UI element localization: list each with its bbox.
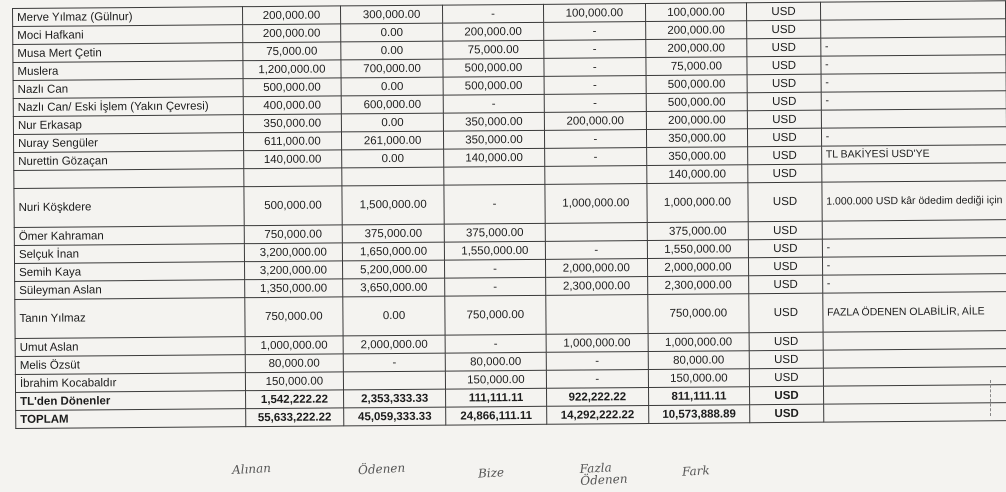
cell-note: [822, 220, 1006, 239]
cell-c2: 300,000.00: [341, 5, 443, 24]
cell-c4: 1,000,000.00: [546, 334, 648, 353]
cell-name: Umut Aslan: [15, 337, 245, 357]
cell-c5: 350,000.00: [646, 147, 748, 166]
cell-c4: -: [546, 370, 648, 389]
cell-c1: [243, 168, 342, 187]
cell-note: [823, 367, 1006, 386]
cell-name: Süleyman Aslan: [15, 280, 245, 300]
cell-note: FAZLA ÖDENEN OLABİLİR, AİLE: [822, 292, 1006, 332]
cell-c1: 1,542,222.22: [245, 390, 344, 409]
cell-note: TL BAKİYESİ USD'YE: [821, 145, 1006, 164]
cell-note: [823, 403, 1006, 422]
cell-name: Muslera: [13, 61, 243, 81]
cell-cur: USD: [750, 368, 824, 387]
cell-name: İbrahim Kocabaldır: [15, 373, 245, 393]
cell-c2: [344, 371, 446, 390]
cell-c1: 3,200,000.00: [244, 261, 343, 280]
cell-name: Musa Mert Çetin: [13, 43, 243, 63]
cell-name: Nurettin Gözaçan: [14, 151, 244, 171]
cell-c5: 350,000.00: [646, 129, 748, 148]
cell-c2: 2,000,000.00: [343, 335, 445, 354]
cell-cur: USD: [749, 332, 823, 351]
cell-c5: 1,550,000.00: [647, 240, 749, 259]
cell-c3: -: [445, 277, 546, 296]
cell-cur: USD: [750, 386, 824, 405]
cell-c5: 200,000.00: [645, 21, 747, 40]
cell-cur: USD: [750, 404, 824, 423]
cell-cur: USD: [748, 110, 822, 129]
cell-cur: USD: [747, 2, 821, 21]
cell-c3: 350,000.00: [443, 130, 544, 149]
cell-cur: USD: [748, 146, 822, 165]
cell-c1: 400,000.00: [243, 96, 342, 115]
cell-name: Tanın Yılmaz: [15, 298, 245, 339]
cell-c1: 350,000.00: [243, 114, 342, 133]
cell-cur: USD: [748, 164, 822, 183]
cell-c4: 922,222.22: [546, 388, 648, 407]
cell-c2: 1,650,000.00: [343, 242, 445, 261]
cell-cur: USD: [747, 56, 821, 75]
cell-c1: 1,350,000.00: [244, 279, 343, 298]
cell-c3: 150,000.00: [445, 370, 546, 389]
cell-c4: -: [544, 76, 646, 95]
cell-c1: 200,000.00: [242, 6, 341, 25]
handwritten-label-odenen: Ödenen: [357, 460, 406, 478]
cell-note: -: [822, 274, 1006, 293]
cell-c1: 140,000.00: [243, 150, 342, 169]
cell-c2: [342, 167, 444, 186]
cell-note: -: [821, 127, 1006, 146]
cell-c4: -: [545, 148, 647, 167]
cell-note: [821, 163, 1006, 182]
cell-c3: 200,000.00: [443, 22, 544, 41]
cell-name: Melis Özsüt: [15, 355, 245, 375]
cell-c3: -: [443, 94, 544, 113]
cell-c5: 750,000.00: [647, 294, 749, 334]
cell-c2: 700,000.00: [341, 59, 443, 78]
cell-c1: 1,000,000.00: [245, 336, 344, 355]
cell-cur: USD: [747, 92, 821, 111]
cell-c4: 100,000.00: [543, 4, 645, 23]
cell-c5: 1,000,000.00: [648, 333, 750, 352]
cell-c1: 3,200,000.00: [244, 243, 343, 262]
cell-c1: 500,000.00: [243, 78, 342, 97]
cell-cur: USD: [747, 74, 821, 93]
cell-c2: 2,353,333.33: [344, 389, 446, 408]
cell-c2: 261,000.00: [342, 131, 444, 150]
cell-c3: 750,000.00: [445, 295, 546, 335]
cell-c5: 500,000.00: [646, 93, 748, 112]
cell-c3: 1,550,000.00: [444, 241, 545, 260]
cell-cur: USD: [748, 128, 822, 147]
cell-c5: 100,000.00: [645, 3, 747, 22]
cell-c4: -: [544, 22, 646, 41]
cell-note: [820, 1, 1005, 20]
cell-c5: 200,000.00: [645, 39, 747, 58]
cell-c1: 500,000.00: [243, 186, 342, 226]
cell-c4: 2,300,000.00: [546, 277, 648, 296]
cell-c4: -: [546, 352, 648, 371]
ledger-table: [12, 0, 1006, 429]
cell-c5: 200,000.00: [646, 111, 748, 130]
cell-c4: 1,000,000.00: [545, 184, 647, 224]
cell-c2: 0.00: [342, 149, 444, 168]
cell-c5: 375,000.00: [647, 222, 749, 241]
cell-c5: 80,000.00: [648, 351, 750, 370]
cell-name: Nuri Köşkdere: [14, 187, 244, 228]
cell-c3: 375,000.00: [444, 223, 545, 242]
handwritten-label-fazla-odenen: Fazla Ödenen: [579, 460, 628, 489]
cell-name: Nuray Sengüler: [13, 133, 243, 153]
cell-cur: USD: [749, 350, 823, 369]
cell-note: -: [821, 55, 1006, 74]
cell-note: [820, 19, 1005, 38]
cell-c3: 80,000.00: [445, 352, 546, 371]
cell-name: Ömer Kahraman: [14, 226, 244, 246]
cell-c4: -: [544, 58, 646, 77]
cell-note: 1.000.000 USD kâr ödedim dediği için: [822, 181, 1006, 221]
cell-name: Semih Kaya: [15, 262, 245, 282]
cell-c4: [545, 166, 647, 185]
cell-c5: 1,000,000.00: [647, 183, 749, 223]
cell-c5: 10,573,888.89: [648, 405, 750, 424]
cell-note: [823, 349, 1006, 368]
cell-c2: 0.00: [342, 113, 444, 132]
cell-c1: 750,000.00: [244, 225, 343, 244]
cell-cur: USD: [748, 182, 822, 222]
cell-name: [14, 169, 244, 189]
cell-name: Nazlı Can: [13, 79, 243, 99]
cell-c1: 750,000.00: [244, 297, 343, 337]
cell-c1: 611,000.00: [243, 132, 342, 151]
cell-name: Moci Hafkani: [13, 25, 243, 45]
cell-c4: 14,292,222.22: [547, 406, 649, 425]
cell-note: -: [822, 256, 1006, 275]
handwritten-label-fark: Fark: [681, 463, 711, 479]
cell-c2: 600,000.00: [341, 95, 443, 114]
cell-c2: 3,650,000.00: [343, 278, 445, 297]
cell-name: TL'den Dönenler: [16, 391, 246, 411]
cell-c2: 0.00: [341, 41, 443, 60]
cell-c4: -: [544, 94, 646, 113]
cell-c3: 350,000.00: [443, 112, 544, 131]
cell-c2: 45,059,333.33: [344, 407, 446, 426]
cell-c3: 75,000.00: [443, 40, 544, 59]
cell-c2: 0.00: [341, 23, 443, 42]
cell-c1: 75,000.00: [242, 42, 341, 61]
cell-c3: 500,000.00: [443, 76, 544, 95]
cell-c4: 2,000,000.00: [545, 259, 647, 278]
cell-c3: -: [444, 259, 545, 278]
cell-cur: USD: [747, 38, 821, 57]
cell-c3: -: [445, 334, 546, 353]
cell-note: [823, 331, 1006, 350]
cell-c3: 111,111.11: [445, 388, 546, 407]
cell-cur: USD: [749, 275, 823, 294]
cell-note: [823, 385, 1006, 404]
cell-c1: 200,000.00: [242, 24, 341, 43]
cell-c1: 80,000.00: [245, 354, 344, 373]
cell-c4: -: [545, 241, 647, 260]
cell-note: -: [820, 37, 1005, 56]
cell-note: -: [821, 91, 1006, 110]
cell-c5: 75,000.00: [646, 57, 748, 76]
cell-c5: 140,000.00: [646, 165, 748, 184]
cell-c4: [546, 295, 648, 335]
cell-cur: USD: [747, 20, 821, 39]
cell-c2: 0.00: [343, 296, 445, 336]
cell-note: [821, 109, 1006, 128]
cell-c2: 0.00: [341, 77, 443, 96]
cell-c5: 2,000,000.00: [647, 258, 749, 277]
cell-name: Selçuk İnan: [14, 244, 244, 264]
cell-c5: 811,111.11: [648, 387, 750, 406]
cell-c3: 500,000.00: [443, 58, 544, 77]
cell-c3: [444, 166, 545, 185]
cell-cur: USD: [749, 293, 823, 333]
cell-c1: 1,200,000.00: [242, 60, 341, 79]
cell-c2: -: [343, 353, 445, 372]
handwritten-label-bize: Bize: [477, 465, 505, 481]
cell-c3: -: [444, 184, 545, 224]
cell-c2: 375,000.00: [342, 224, 444, 243]
cell-c4: [545, 223, 647, 242]
cell-c5: 2,300,000.00: [647, 276, 749, 295]
cell-c3: -: [442, 4, 543, 23]
cell-name: Merve Yılmaz (Gülnur): [13, 7, 243, 27]
margin-mark: [990, 380, 1005, 416]
cell-cur: USD: [749, 257, 823, 276]
ledger-body: [13, 1, 1006, 429]
cell-note: -: [821, 73, 1006, 92]
handwritten-label-alinan: Alınan: [231, 460, 272, 478]
cell-c2: 5,200,000.00: [343, 260, 445, 279]
cell-cur: USD: [748, 221, 822, 240]
cell-c5: 150,000.00: [648, 369, 750, 388]
cell-c2: 1,500,000.00: [342, 185, 444, 225]
cell-c4: 200,000.00: [544, 112, 646, 131]
cell-name: TOPLAM: [16, 409, 246, 429]
cell-c5: 500,000.00: [646, 75, 748, 94]
cell-name: Nur Erkasap: [13, 115, 243, 135]
cell-c3: 140,000.00: [444, 148, 545, 167]
cell-note: -: [822, 238, 1006, 257]
cell-c4: -: [544, 130, 646, 149]
cell-c1: 150,000.00: [245, 372, 344, 391]
cell-c1: 55,633,222.22: [245, 408, 344, 427]
cell-cur: USD: [749, 239, 823, 258]
cell-name: Nazlı Can/ Eski İşlem (Yakın Çevresi): [13, 97, 243, 117]
cell-c4: -: [544, 40, 646, 59]
cell-c3: 24,866,111.11: [446, 406, 547, 425]
